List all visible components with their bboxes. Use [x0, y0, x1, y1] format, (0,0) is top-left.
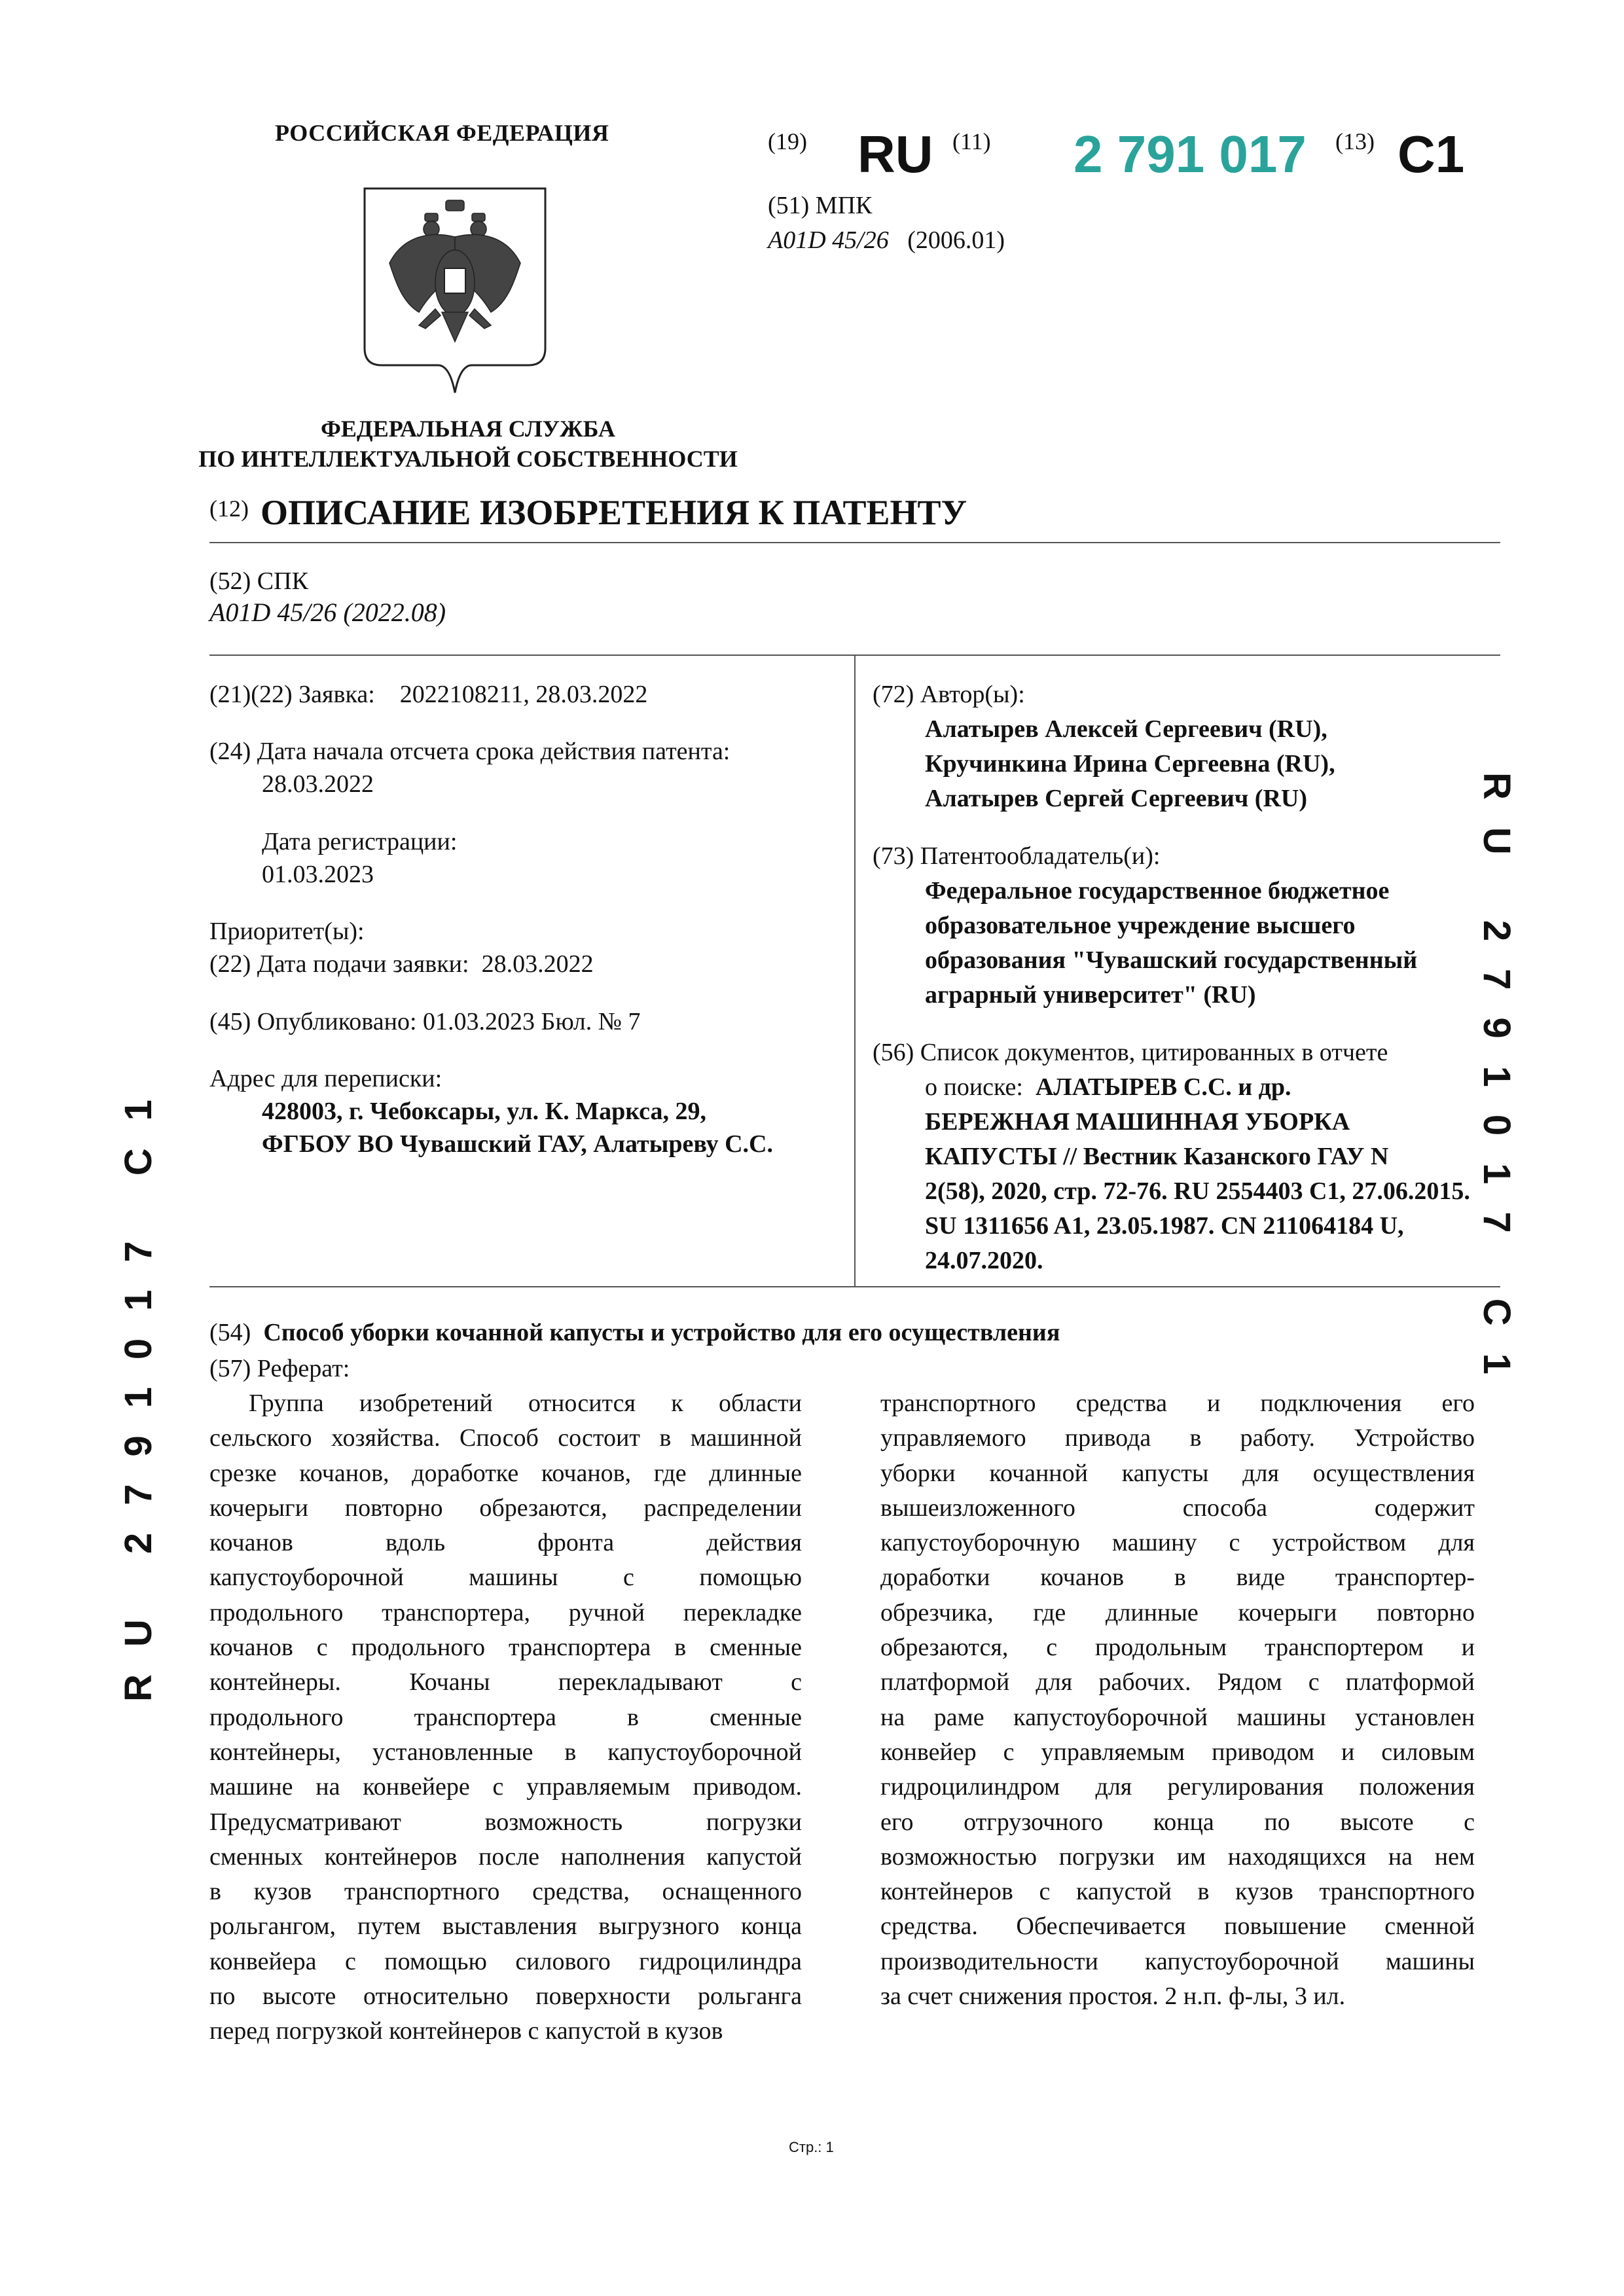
- address-line2: ФГБОУ ВО Чувашский ГАУ, Алатыреву С.С.: [262, 1130, 773, 1158]
- kind-code: C1: [1398, 125, 1465, 183]
- cited-row-1: [925, 1070, 1291, 1104]
- filing-row: [209, 947, 594, 981]
- abstract-line: управляемого привода в работу. Устройство: [880, 1424, 1475, 1452]
- office-name-line1: ФЕДЕРАЛЬНАЯ СЛУЖБА: [321, 416, 615, 442]
- registration-label: Дата регистрации:: [262, 828, 458, 855]
- code-13: (13): [1335, 128, 1375, 154]
- author-1: Алатырев Алексей Сергеевич (RU),: [925, 715, 1327, 743]
- ipc-line: [768, 226, 1005, 255]
- abstract-line: кочанов вдоль фронта действия: [209, 1529, 802, 1557]
- cpc-value: A01D 45/26 (2022.08): [209, 598, 446, 627]
- publication-bulletin: Бюл. № 7: [541, 1008, 641, 1035]
- abstract-line: за счет снижения простоя. 2 н.п. ф-лы, 3 ил.: [880, 1982, 1346, 2011]
- patent-number: 2 791 017: [1074, 125, 1307, 183]
- abstract-line: обрезчика, где длинные кочерыги повторно: [880, 1598, 1475, 1626]
- abstract-line: вышеизложенного способа содержит: [880, 1494, 1475, 1522]
- cited-line-1: АЛАТЫРЕВ С.С. и др.: [1035, 1073, 1291, 1101]
- author-3: Алатырев Сергей Сергеевич (RU): [925, 785, 1307, 812]
- cpc-label: (52) СПК: [209, 567, 308, 595]
- address-label: Адрес для переписки:: [209, 1065, 442, 1092]
- cited-line-2: БЕРЕЖНАЯ МАШИННАЯ УБОРКА: [925, 1108, 1350, 1136]
- application-row: [209, 677, 647, 711]
- abstract-line: перед погрузкой контейнеров с капустой в кузов: [209, 2017, 723, 2045]
- owner-line-1: Федеральное государственное бюджетное: [925, 877, 1390, 905]
- abstract-line: контейнеров с капустой в кузов транспортного: [880, 1878, 1475, 1906]
- code-19: (19): [768, 128, 807, 154]
- start-label: (24) Дата начала отсчета срока действия патента:: [209, 738, 731, 765]
- abstract-line: срезке кочанов, доработке кочанов, где длинные: [209, 1459, 802, 1487]
- cited-line-6: 24.07.2020.: [925, 1247, 1043, 1274]
- abstract-line: по высоте относительно поверхности рольганга: [209, 1982, 802, 2011]
- cited-prefix: о поиске:: [925, 1073, 1023, 1101]
- abstract-line: обрезаются, с продольным транспортером и: [880, 1634, 1475, 1662]
- abstract-line: уборки кочанной капусты для осуществления: [880, 1459, 1475, 1487]
- page-number: Стр.: 1: [789, 2139, 834, 2155]
- abstract-label: (57) Реферат:: [209, 1355, 350, 1382]
- owner-line-2: образовательное учреждение высшего: [925, 912, 1356, 939]
- abstract-line: его отгрузочного конца по высоте с: [880, 1808, 1475, 1836]
- country-name: РОССИЙСКАЯ ФЕДЕРАЦИЯ: [275, 120, 609, 146]
- invention-title-row: [209, 1316, 1060, 1350]
- abstract-line: контейнеры. Кочаны перекладывают с: [209, 1668, 802, 1696]
- title-text: ОПИСАНИЕ ИЗОБРЕТЕНИЯ К ПАТЕНТУ: [260, 493, 967, 532]
- abstract-line: на раме капустоуборочной машины установлен: [880, 1703, 1475, 1731]
- abstract-line: производительности капустоуборочной машины: [880, 1947, 1475, 1975]
- abstract-line: рольгангом, путем выставления выгрузного конца: [209, 1912, 802, 1941]
- abstract-line: возможностью погрузки им находящихся на нем: [880, 1842, 1475, 1871]
- abstract-line: контейнеры, установленные в капустоуборочной: [209, 1738, 802, 1766]
- invention-title-label: (54): [209, 1319, 251, 1346]
- registration-value: 01.03.2023: [262, 861, 374, 888]
- cited-line-4: 2(58), 2020, стр. 72-76. RU 2554403 C1, 27.06.2015.: [925, 1177, 1470, 1205]
- cited-label: (56) Список документов, цитированных в отчете: [873, 1039, 1388, 1066]
- abstract-line: кочерыги повторно обрезаются, распределении: [209, 1494, 802, 1522]
- author-2: Кручинкина Ирина Сергеевна (RU),: [925, 750, 1335, 778]
- application-value: 2022108211, 28.03.2022: [399, 681, 648, 708]
- ipc-class: A01D 45/26: [768, 226, 889, 254]
- office-name-line2: ПО ИНТЕЛЛЕКТУАЛЬНОЙ СОБСТВЕННОСТИ: [198, 446, 738, 472]
- filing-value: 28.03.2022: [481, 950, 594, 978]
- country-code: RU: [857, 125, 933, 183]
- abstract-line: продольного транспортера, ручной перекладке: [209, 1598, 802, 1626]
- abstract-line: сельского хозяйства. Способ состоит в машинной: [209, 1424, 802, 1452]
- abstract-line: конвейер с управляемым приводом и силовым: [880, 1738, 1475, 1766]
- side-code-right: RU 2791017 C1: [1475, 772, 1518, 1402]
- owner-line-4: аграрный университет" (RU): [925, 981, 1256, 1009]
- abstract-line: конвейера с помощью силового гидроцилиндра: [209, 1947, 802, 1975]
- abstract-line: Группа изобретений относится к области: [249, 1390, 802, 1417]
- start-value: 28.03.2022: [262, 770, 374, 798]
- divider-abstract: [209, 1286, 1500, 1287]
- title-code: (12): [209, 495, 249, 522]
- abstract-line: капустоуборочную машину с устройством для: [880, 1529, 1475, 1557]
- code-11: (11): [952, 128, 991, 154]
- divider-columns: [854, 655, 856, 1286]
- russian-coat-of-arms-icon: [357, 185, 553, 397]
- abstract-right-column: [880, 1386, 1475, 2014]
- abstract-line: гидроцилиндром для регулирования положения: [880, 1773, 1475, 1801]
- owner-line-3: образования "Чувашский государственный: [925, 946, 1418, 974]
- cited-line-3: КАПУСТЫ // Вестник Казанского ГАУ N: [925, 1143, 1389, 1170]
- publication-row: [209, 1005, 641, 1039]
- application-label: (21)(22) Заявка:: [209, 681, 375, 708]
- document-title: [209, 492, 967, 533]
- abstract-left-column: [209, 1386, 802, 2049]
- filing-label: (22) Дата подачи заявки:: [209, 950, 469, 978]
- publication-label: (45) Опубликовано:: [209, 1008, 417, 1035]
- address-line1: 428003, г. Чебоксары, ул. К. Маркса, 29,: [262, 1098, 707, 1125]
- cited-line-5: SU 1311656 A1, 23.05.1987. CN 211064184 U,: [925, 1212, 1404, 1240]
- ipc-date: (2006.01): [907, 226, 1005, 254]
- abstract-line: транспортного средства и подключения его: [880, 1390, 1475, 1417]
- abstract-line: продольного транспортера в сменные: [209, 1703, 802, 1731]
- ipc-label: (51) МПК: [768, 192, 873, 219]
- abstract-line: в кузов транспортного средства, оснащенного: [209, 1878, 802, 1906]
- abstract-line: платформой для рабочих. Рядом с платформой: [880, 1668, 1475, 1696]
- abstract-line: сменных контейнеров после наполнения капустой: [209, 1842, 802, 1871]
- owner-label: (73) Патентообладатель(и):: [873, 842, 1161, 870]
- abstract-line: машине на конвейере с управляемым приводом.: [209, 1773, 802, 1801]
- abstract-line: капустоуборочной машины с помощью: [209, 1564, 802, 1592]
- publication-value: 01.03.2023: [423, 1008, 535, 1035]
- priority-label: Приоритет(ы):: [209, 918, 365, 945]
- abstract-line: Предусматривают возможность погрузки: [209, 1808, 802, 1836]
- abstract-line: средства. Обеспечивается повышение сменной: [880, 1912, 1475, 1941]
- divider-top: [209, 542, 1500, 543]
- side-code-left: RU 2791017 C1: [117, 1072, 160, 1702]
- invention-title: Способ уборки кочанной капусты и устройство для его осуществления: [263, 1319, 1060, 1346]
- abstract-line: доработки кочанов в виде транспортер-: [880, 1564, 1475, 1592]
- authors-label: (72) Автор(ы):: [873, 681, 1025, 708]
- abstract-line: кочанов с продольного транспортера в сменные: [209, 1634, 802, 1662]
